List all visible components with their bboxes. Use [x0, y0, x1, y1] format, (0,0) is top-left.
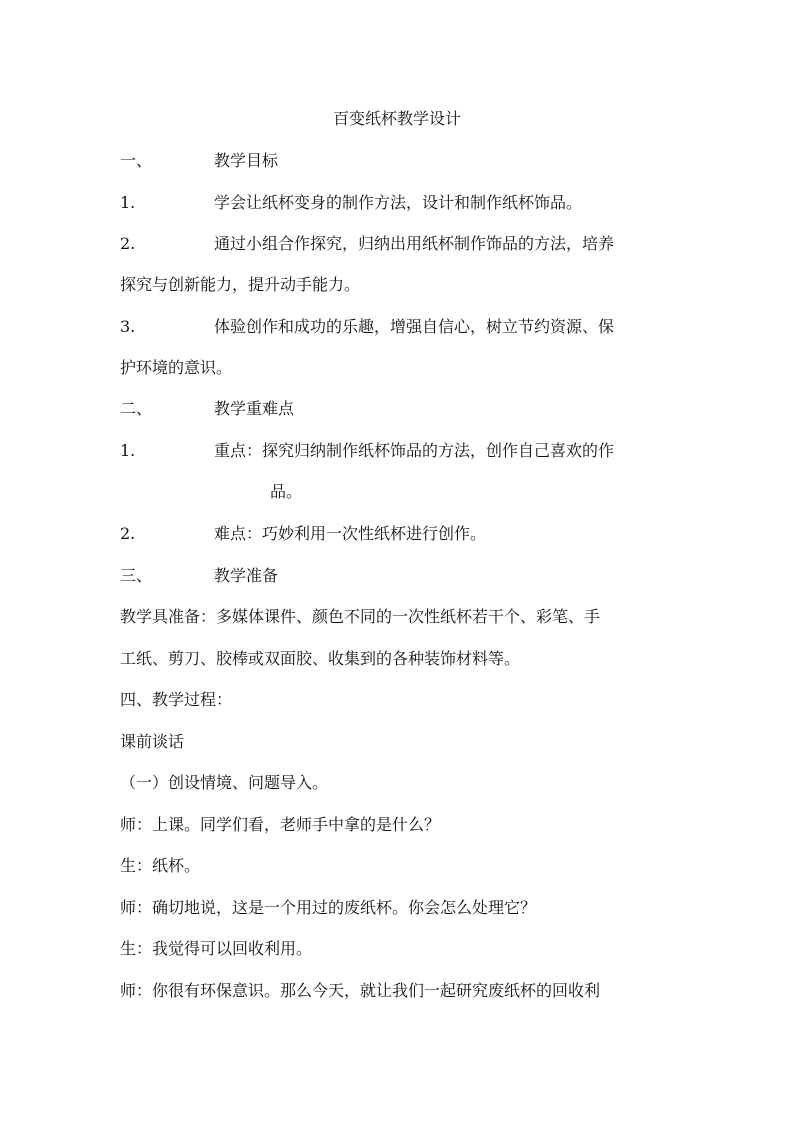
section-title: 教学准备 — [214, 566, 279, 585]
document-title: 百变纸杯教学设计 — [332, 109, 461, 128]
paragraph-line: 教学具准备：多媒体课件、颜色不同的一次性纸杯若干个、彩笔、手 — [120, 607, 601, 626]
section-number: 三、 — [120, 566, 153, 585]
item-continuation: 探究与创新能力，提升动手能力。 — [120, 275, 361, 294]
item-number: 3. — [120, 317, 136, 336]
section-number: 一、 — [120, 151, 153, 170]
dialogue-line: 生：我觉得可以回收利用。 — [120, 939, 313, 958]
section-heading-4: 四、教学过程： — [120, 690, 233, 709]
item-text: 学会让纸杯变身的制作方法，设计和制作纸杯饰品。 — [214, 193, 583, 212]
section-title: 教学重难点 — [214, 399, 295, 418]
item-number: 2. — [120, 524, 136, 543]
item-continuation: 护环境的意识。 — [120, 358, 233, 377]
item-text: 体验创作和成功的乐趣，增强自信心，树立节约资源、保 — [214, 317, 615, 336]
item-text: 难点：巧妙利用一次性纸杯进行创作。 — [214, 524, 487, 543]
section-title: 教学目标 — [214, 151, 279, 170]
item-text: 通过小组合作探究，归纳出用纸杯制作饰品的方法，培养 — [214, 234, 615, 253]
item-continuation: 品。 — [270, 482, 303, 501]
dialogue-line: 师：上课。同学们看，老师手中拿的是什么？ — [120, 815, 441, 834]
dialogue-line: 师：你很有环保意识。那么今天，就让我们一起研究废纸杯的回收利 — [120, 981, 601, 1000]
dialogue-line: 生：纸杯。 — [120, 856, 201, 875]
item-number: 2. — [120, 234, 136, 253]
subheading: （一）创设情境、问题导入。 — [120, 773, 329, 792]
item-number: 1. — [120, 441, 136, 460]
section-number: 二、 — [120, 399, 153, 418]
paragraph-line: 工纸、剪刀、胶棒或双面胶、收集到的各种装饰材料等。 — [120, 649, 521, 668]
dialogue-line: 师：确切地说，这是一个用过的废纸杯。你会怎么处理它？ — [120, 898, 537, 917]
item-number: 1. — [120, 193, 136, 212]
item-text: 重点：探究归纳制作纸杯饰品的方法，创作自己喜欢的作 — [214, 441, 615, 460]
subheading: 课前谈话 — [120, 732, 185, 751]
